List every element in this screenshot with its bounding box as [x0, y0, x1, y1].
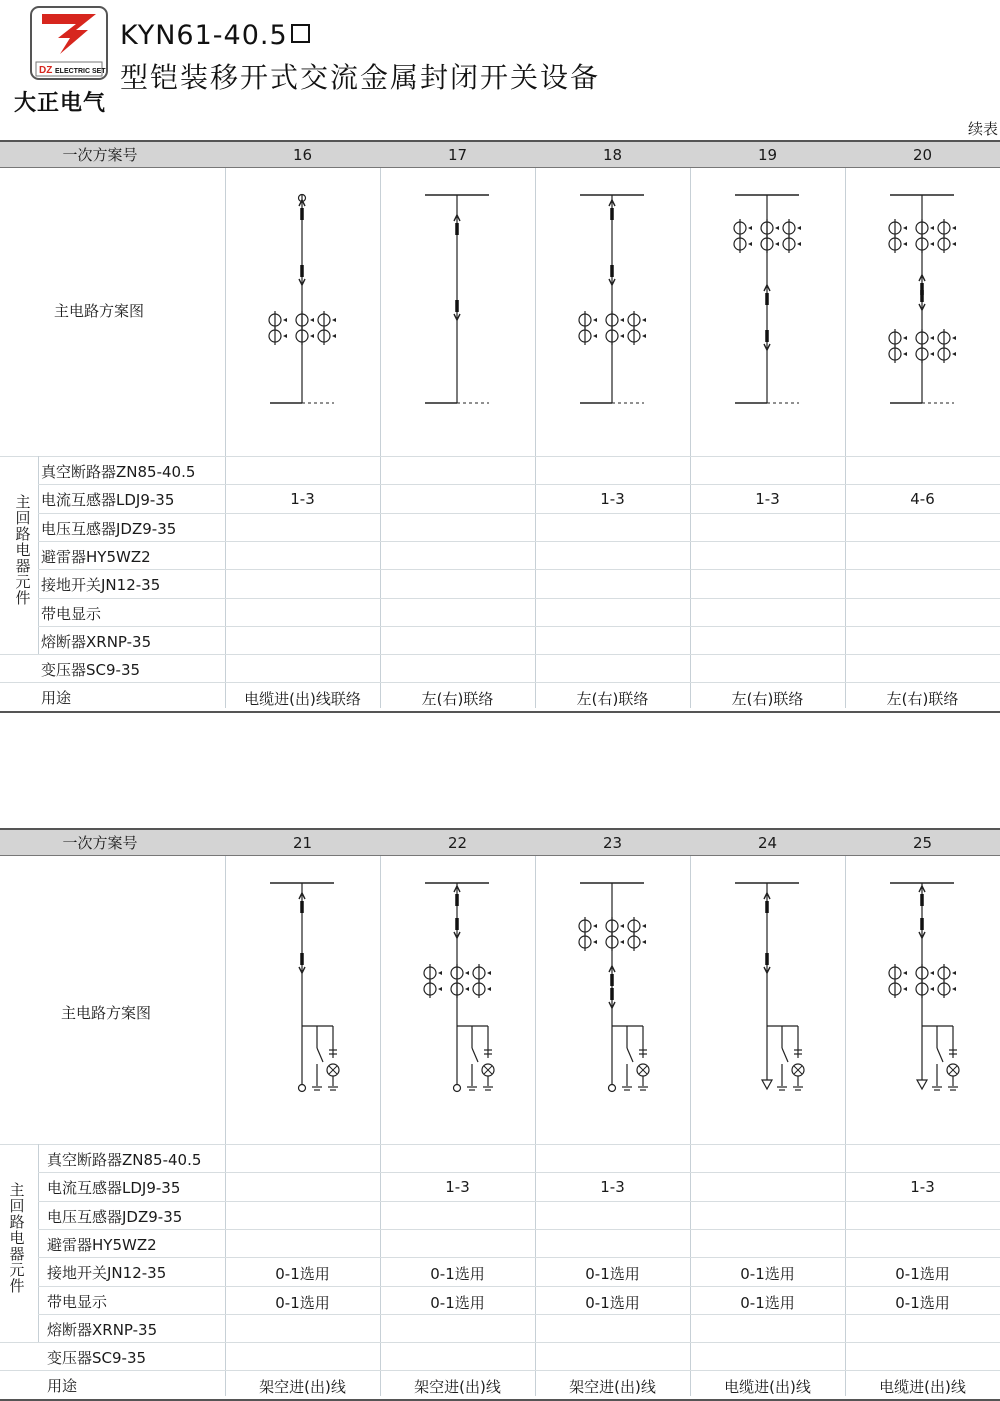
ct-arrow-icon: [438, 971, 442, 975]
scheme-number-20: 20: [912, 146, 933, 164]
row-divider: [0, 682, 1000, 683]
row-label: 带电显示: [41, 604, 102, 623]
cell-value: 左(右)联络: [576, 690, 649, 709]
ct-arrow-icon: [620, 940, 624, 944]
scheme-number-22: 22: [447, 834, 468, 852]
cell-value: 电缆进(出)线联络: [244, 690, 361, 709]
group-divider: [38, 1144, 39, 1342]
ct-arrow-icon: [930, 352, 934, 356]
cell-value: 电缆进(出)线: [879, 1378, 966, 1397]
ct-arrow-icon: [748, 242, 752, 246]
scheme-table-2: [0, 828, 1000, 1400]
cell-value: 1-3: [600, 490, 625, 509]
row-label: 熔断器XRNP-35: [41, 632, 152, 651]
cell-value: 1-3: [290, 490, 315, 509]
ct-arrow-icon: [642, 334, 646, 338]
ct-arrow-icon: [332, 318, 336, 322]
cell-value: 0-1选用: [895, 1265, 950, 1284]
row-label: 带电显示: [47, 1292, 108, 1311]
ct-arrow-icon: [930, 336, 934, 340]
row-divider: [0, 654, 1000, 655]
table-bottom-border: [0, 711, 1000, 713]
cell-value: 0-1选用: [585, 1293, 640, 1312]
ct-arrow-icon: [952, 336, 956, 340]
cell-value: 架空进(出)线: [259, 1378, 346, 1397]
ct-arrow-icon: [620, 924, 624, 928]
row-label: 避雷器HY5WZ2: [41, 547, 151, 566]
earth-switch-blade-icon: [782, 1048, 788, 1062]
cell-value: 左(右)联络: [886, 690, 959, 709]
scheme-number-24: 24: [757, 834, 778, 852]
ct-arrow-icon: [332, 334, 336, 338]
circuit-diagram-17: [380, 170, 535, 430]
table-header-row: [0, 140, 1000, 168]
cell-value: 电缆进(出)线: [724, 1378, 811, 1397]
row-label: 用途: [47, 1377, 78, 1396]
cell-value: 0-1选用: [740, 1265, 795, 1284]
row-divider: [38, 484, 1000, 485]
ct-arrow-icon: [487, 987, 491, 991]
scheme-table-1: [0, 140, 1000, 712]
model-placeholder-box: [291, 24, 310, 43]
row-divider: [38, 598, 1000, 599]
diagram-row-label: 主电路方案图: [54, 302, 145, 320]
ct-arrow-icon: [775, 226, 779, 230]
ct-arrow-icon: [903, 336, 907, 340]
cell-value: 0-1选用: [585, 1265, 640, 1284]
model-number: [120, 20, 310, 51]
cell-value: 4-6: [910, 490, 935, 509]
table-bottom-border: [0, 1399, 1000, 1401]
ct-arrow-icon: [642, 940, 646, 944]
scheme-number-16: 16: [292, 146, 313, 164]
earth-switch-blade-icon: [627, 1048, 633, 1062]
scheme-number-label: 一次方案号: [62, 834, 138, 852]
continued-label: 续表: [967, 120, 998, 138]
cell-value: 0-1选用: [275, 1265, 330, 1284]
terminal-icon: [299, 1085, 306, 1092]
row-label: 变压器SC9-35: [47, 1349, 147, 1368]
row-label: 电流互感器LDJ9-35: [41, 491, 175, 510]
cell-value: 架空进(出)线: [414, 1378, 501, 1397]
row-label: 熔断器XRNP-35: [47, 1320, 158, 1339]
ct-arrow-icon: [952, 352, 956, 356]
ct-arrow-icon: [593, 924, 597, 928]
cell-value: 左(右)联络: [731, 690, 804, 709]
svg-text:DZ: DZ: [39, 65, 53, 76]
group-divider: [38, 456, 39, 654]
row-divider: [0, 1370, 1000, 1371]
ct-arrow-icon: [593, 318, 597, 322]
svg-text:ELECTRIC SET: ELECTRIC SET: [55, 68, 106, 75]
scheme-number-label: 一次方案号: [62, 146, 138, 164]
row-divider: [0, 1144, 1000, 1145]
row-label: 接地开关JN12-35: [41, 576, 161, 595]
circuit-diagram-22: [380, 858, 535, 1118]
terminal-icon: [609, 1085, 616, 1092]
row-divider: [38, 1201, 1000, 1202]
row-label: 变压器SC9-35: [41, 661, 141, 680]
page-title: 型铠装移开式交流金属封闭开关设备: [120, 61, 601, 94]
scheme-number-23: 23: [602, 834, 623, 852]
row-label: 真空断路器ZN85-40.5: [41, 463, 196, 481]
ct-arrow-icon: [310, 318, 314, 322]
ct-arrow-icon: [465, 971, 469, 975]
company-logo: [30, 6, 108, 80]
ct-arrow-icon: [797, 226, 801, 230]
circuit-diagram-18: [535, 170, 690, 430]
ct-arrow-icon: [748, 226, 752, 230]
ct-arrow-icon: [930, 242, 934, 246]
model-text: KYN61-40.5: [120, 20, 288, 51]
cell-value: 1-3: [600, 1178, 625, 1197]
circuit-diagram-19: [690, 170, 845, 430]
row-label: 电流互感器LDJ9-35: [47, 1179, 181, 1198]
row-divider: [38, 1314, 1000, 1315]
earth-switch-blade-icon: [937, 1048, 943, 1062]
cell-value: 1-3: [910, 1178, 935, 1197]
row-divider: [38, 541, 1000, 542]
cell-value: 0-1选用: [895, 1293, 950, 1312]
component-group-label: 主回路电器元件: [9, 1181, 25, 1295]
row-divider: [0, 456, 1000, 457]
cell-value: 0-1选用: [275, 1293, 330, 1312]
circuit-diagram-20: [845, 170, 1000, 430]
scheme-number-25: 25: [912, 834, 933, 852]
circuit-diagram-16: [225, 170, 380, 430]
ct-arrow-icon: [930, 971, 934, 975]
scheme-number-21: 21: [292, 834, 313, 852]
ct-arrow-icon: [620, 334, 624, 338]
row-divider: [38, 626, 1000, 627]
ct-arrow-icon: [593, 940, 597, 944]
earth-switch-blade-icon: [472, 1048, 478, 1062]
row-label: 电压互感器JDZ9-35: [47, 1207, 183, 1226]
row-label: 避雷器HY5WZ2: [47, 1235, 157, 1254]
ct-arrow-icon: [438, 987, 442, 991]
ct-arrow-icon: [465, 987, 469, 991]
ct-arrow-icon: [620, 318, 624, 322]
ct-arrow-icon: [952, 987, 956, 991]
ct-arrow-icon: [903, 987, 907, 991]
row-divider: [38, 513, 1000, 514]
circuit-diagram-23: [535, 858, 690, 1118]
cable-head-icon: [762, 1080, 772, 1089]
scheme-number-19: 19: [757, 146, 778, 164]
table-header-row: [0, 828, 1000, 856]
ct-arrow-icon: [952, 226, 956, 230]
row-divider: [38, 569, 1000, 570]
ct-arrow-icon: [775, 242, 779, 246]
ct-arrow-icon: [797, 242, 801, 246]
row-label: 电压互感器JDZ9-35: [41, 519, 177, 538]
row-divider: [38, 1172, 1000, 1173]
ct-arrow-icon: [642, 318, 646, 322]
earth-switch-blade-icon: [317, 1048, 323, 1062]
scheme-number-18: 18: [602, 146, 623, 164]
row-divider: [38, 1286, 1000, 1287]
ct-arrow-icon: [903, 352, 907, 356]
circuit-diagram-24: [690, 858, 845, 1118]
row-divider: [38, 1257, 1000, 1258]
ct-arrow-icon: [283, 334, 287, 338]
ct-arrow-icon: [903, 242, 907, 246]
ct-arrow-icon: [930, 226, 934, 230]
ct-arrow-icon: [593, 334, 597, 338]
cell-value: 1-3: [445, 1178, 470, 1197]
ct-arrow-icon: [930, 987, 934, 991]
cell-value: 0-1选用: [430, 1293, 485, 1312]
row-divider: [0, 1342, 1000, 1343]
ct-arrow-icon: [903, 226, 907, 230]
ct-arrow-icon: [952, 242, 956, 246]
row-label: 真空断路器ZN85-40.5: [47, 1151, 202, 1169]
cell-value: 0-1选用: [740, 1293, 795, 1312]
component-group-label: 主回路电器元件: [15, 493, 31, 607]
cell-value: 架空进(出)线: [569, 1378, 656, 1397]
scheme-number-17: 17: [447, 146, 468, 164]
brand-name: 大正电气: [14, 90, 107, 116]
ct-arrow-icon: [310, 334, 314, 338]
cell-value: 0-1选用: [430, 1265, 485, 1284]
diagram-row-label: 主电路方案图: [61, 1004, 152, 1022]
cell-value: 1-3: [755, 490, 780, 509]
circuit-diagram-25: [845, 858, 1000, 1118]
ct-arrow-icon: [952, 971, 956, 975]
ct-arrow-icon: [487, 971, 491, 975]
ct-arrow-icon: [642, 924, 646, 928]
circuit-diagram-21: [225, 858, 380, 1118]
terminal-icon: [454, 1085, 461, 1092]
cell-value: 左(右)联络: [421, 690, 494, 709]
row-divider: [38, 1229, 1000, 1230]
cable-head-icon: [917, 1080, 927, 1089]
row-label: 接地开关JN12-35: [47, 1264, 167, 1283]
row-label: 用途: [41, 689, 72, 708]
ct-arrow-icon: [283, 318, 287, 322]
ct-arrow-icon: [903, 971, 907, 975]
